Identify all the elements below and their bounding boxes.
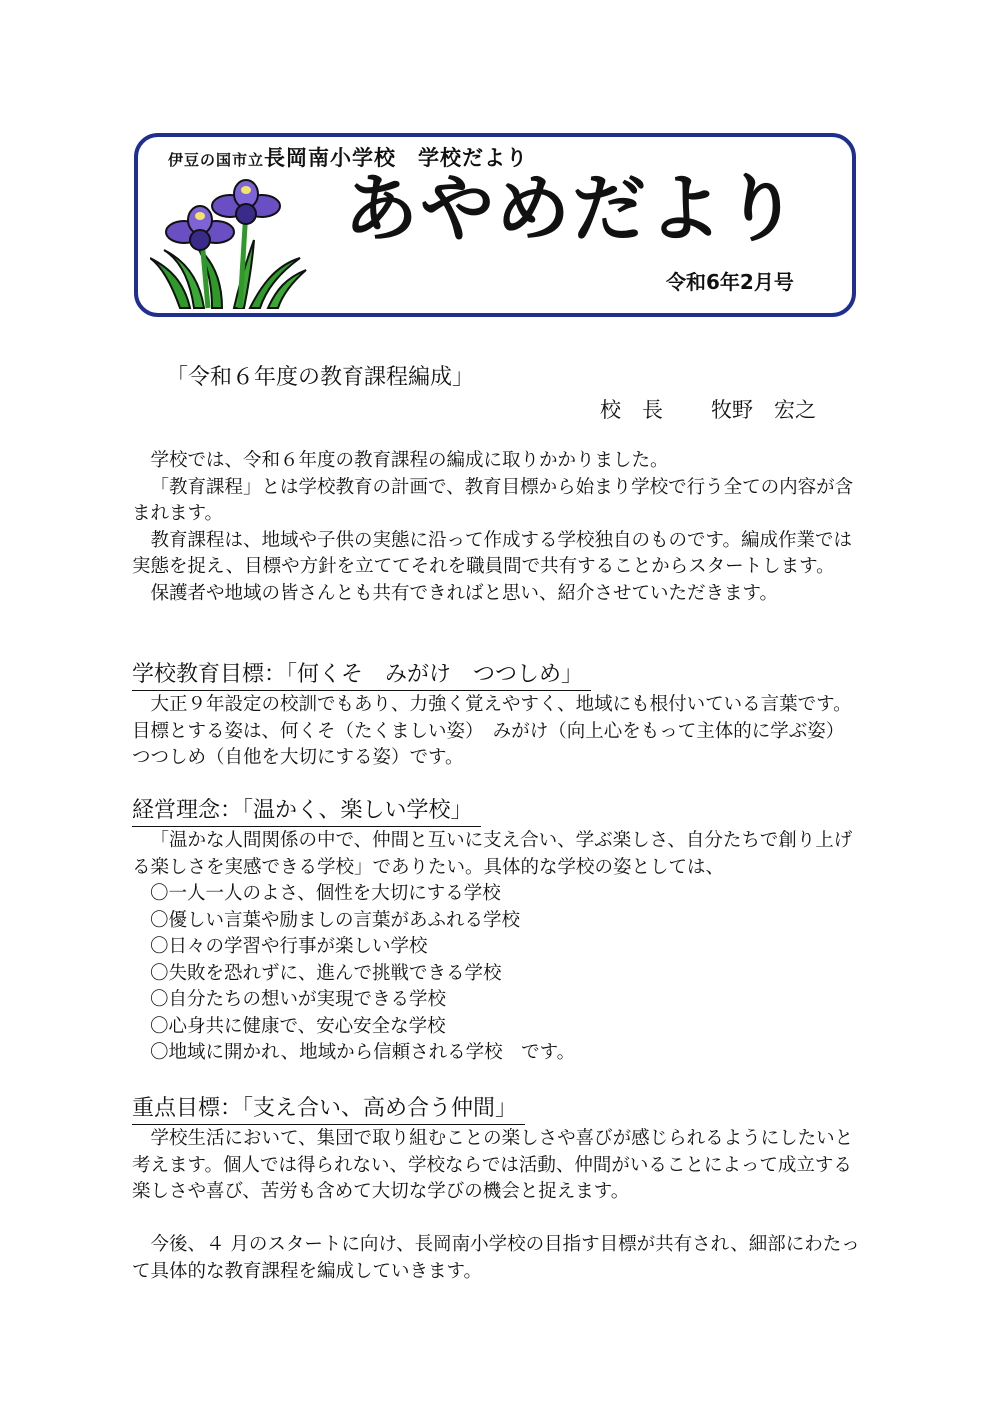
author-name: 牧野 宏之 bbox=[711, 398, 816, 422]
iris-flower-icon bbox=[150, 170, 310, 310]
section-paragraph: 学校生活において、集団で取り組むことの楽しさや喜びが感じられるようにしたいと考えます。個人では得られない、学校ならでは活動、仲間がいることによって成立する楽しさや喜び、苦労も含めて大切な学びの機会と捉えます。 bbox=[132, 1128, 854, 1202]
section-philosophy-body bbox=[132, 828, 860, 881]
intro-paragraph: 教育課程は、地域や子供の実態に沿って作成する学校独自のものです。編成作業では実態を捉え、目標や方針を立ててそれを職員間で共有することからスタートします。 bbox=[132, 529, 853, 577]
list-item: 〇失敗を恐れずに、進んで挑戦できる学校 bbox=[150, 962, 502, 984]
newsletter-title: あやめだより bbox=[344, 166, 800, 252]
section-heading-focus: 重点目標：「支え合い、高め合う仲間」 bbox=[132, 1094, 525, 1125]
section-focus-body bbox=[132, 1126, 860, 1206]
article-title: 「令和６年度の教育課程編成」 bbox=[166, 365, 475, 390]
closing-paragraph: 今後、４ 月のスタートに向け、長岡南小学校の目指す目標が共有され、細部にわたって具体的な教育課程を編成していきます。 bbox=[132, 1234, 860, 1282]
section-heading-goal: 学校教育目標：「何くそ みがけ つつしめ」 bbox=[132, 660, 591, 691]
school-newsletter-label: 長岡南小学校 学校だより bbox=[264, 146, 529, 170]
list-item: 〇優しい言葉や励ましの言葉があふれる学校 bbox=[150, 909, 521, 931]
list-item: 〇日々の学習や行事が楽しい学校 bbox=[150, 936, 428, 957]
section-paragraph: 「温かな人間関係の中で、仲間と互いに支え合い、学ぶ楽しさ、自分たちで創り上げる楽しさを実感できる学校」でありたい。具体的な学校の姿としては、 bbox=[132, 830, 853, 878]
list-item: 〇一人一人のよさ、個性を大切にする学校 bbox=[150, 883, 501, 904]
list-item: 〇地域に開かれ、地域から信頼される学校 です。 bbox=[150, 1042, 576, 1063]
section-heading-philosophy: 経営理念：「温かく、楽しい学校」 bbox=[132, 796, 481, 827]
iris-upper bbox=[212, 180, 280, 224]
section-goal-body bbox=[132, 692, 860, 772]
intro-paragraph: 「教育課程」とは学校教育の計画で、教育目標から始まり学校で行う全ての内容が含まれます。 bbox=[132, 476, 854, 524]
issue-label: 令和6年2月号 bbox=[666, 270, 794, 294]
closing-section bbox=[132, 1232, 860, 1285]
list-item: 〇心身共に健康で、安心安全な学校 bbox=[150, 1015, 446, 1037]
school-vision-list bbox=[150, 881, 575, 1067]
intro-section bbox=[132, 448, 860, 607]
intro-paragraph: 学校では、令和６年度の教育課程の編成に取りかかりました。 bbox=[150, 450, 669, 471]
list-item: 〇自分たちの想いが実現できる学校 bbox=[150, 989, 447, 1010]
section-paragraph: 大正９年設定の校訓でもあり、力強く覚えやすく、地域にも根付いている言葉です。目標とする姿は、何くそ（たくましい姿） みがけ（向上心をもって主体的に学ぶ姿） つつしめ（自他を大切にする姿）です。 bbox=[132, 694, 854, 768]
author-role: 校 長 bbox=[600, 398, 663, 422]
city-label: 伊豆の国市立 bbox=[168, 151, 265, 169]
author-line bbox=[600, 394, 816, 424]
intro-paragraph: 保護者や地域の皆さんとも共有できればと思い、紹介させていただきます。 bbox=[150, 582, 779, 604]
